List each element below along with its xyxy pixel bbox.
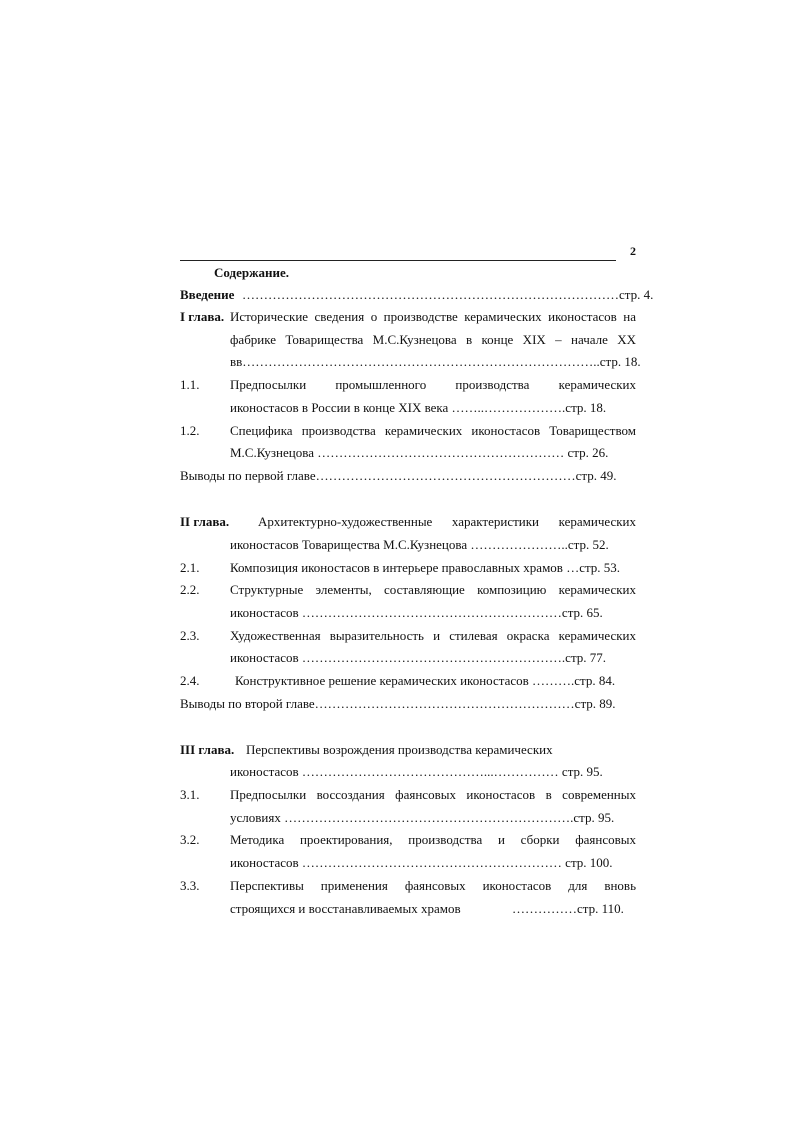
toc-section-2-3-number: 2.3. [180, 628, 200, 643]
toc-section-3-2-number: 3.2. [180, 832, 200, 847]
toc-section-3-2-line1: Методика проектирования, производства и сборки фаянсовых [230, 832, 636, 847]
toc-chapter-2-title-line1: Архитектурно-художественные характеристики керамических [258, 514, 636, 529]
toc-chapter-2-label: II глава. [180, 514, 230, 529]
toc-chapter-2-title-line2: иконостасов Товарищества М.С.Кузнецова …………………..стр. 52. [230, 537, 609, 552]
toc-section-1-1-line2: иконостасов в России в конце XIX века ……..……………….стр. 18. [230, 400, 607, 415]
toc-conclusion-2: Выводы по второй главе……………………………………………………стр. 89. [180, 696, 616, 711]
toc-section-3-1-number: 3.1. [180, 787, 200, 802]
toc-section-3-3-line1: Перспективы применения фаянсовых иконостасов для вновь [230, 878, 636, 893]
toc-chapter-1-title-line1: Исторические сведения о производстве керамических иконостасов на [230, 309, 636, 324]
toc-section-2-3-line1: Художественная выразительность и стилевая окраска керамических [230, 628, 636, 643]
toc-title: Содержание. [214, 265, 290, 280]
page-number: 2 [630, 244, 636, 258]
toc-section-2-2-number: 2.2. [180, 582, 200, 597]
toc-section-1-1-number: 1.1. [180, 377, 200, 392]
toc-section-2-4-number: 2.4. [180, 673, 200, 688]
toc-section-3-2-line2: иконостасов …………………………………………………… стр. 100. [230, 855, 613, 870]
header-rule [180, 260, 616, 261]
toc-section-3-1-line2: условиях ………………………………………………………….стр. 95. [230, 810, 615, 825]
toc-chapter-3-title-line1: Перспективы возрождения производства керамических [246, 742, 553, 757]
toc-section-2-2-line2: иконостасов ……………………………………………………стр. 65. [230, 605, 603, 620]
toc-chapter-1-label: I глава. [180, 309, 225, 324]
toc-section-2-1-line1: Композиция иконостасов в интерьере православных храмов …стр. 53. [230, 560, 621, 575]
toc-section-1-1-line1: Предпосылки промышленного производства керамических [230, 377, 636, 392]
toc-chapter-1-title-line2: фабрике Товарищества М.С.Кузнецова в конце XIX – начале XX [230, 332, 636, 347]
toc-section-2-3-line2: иконостасов …………………………………………………….стр. 77. [230, 650, 607, 665]
toc-section-2-4-line1: Конструктивное решение керамических иконостасов ……….стр. 84. [235, 673, 616, 688]
toc-chapter-3-label: III глава. [180, 742, 235, 757]
toc-intro-label: Введение [180, 287, 235, 302]
toc-intro-dots: ……………………………………………………………………………стр. 4. [242, 287, 654, 302]
toc-chapter-3-title-line2: иконостасов ……………………………………...…………… стр. 95. [230, 764, 603, 779]
toc-section-1-2-number: 1.2. [180, 423, 200, 438]
toc-section-3-1-line1: Предпосылки воссоздания фаянсовых иконостасов в современных [230, 787, 636, 802]
toc-section-1-2-line2: М.С.Кузнецова ………………………………………………… стр. 26. [230, 445, 609, 460]
toc-section-2-1-number: 2.1. [180, 560, 200, 575]
toc-section-1-2-line1: Специфика производства керамических иконостасов Товариществом [230, 423, 636, 438]
toc-section-3-3-line2: строящихся и восстанавливаемых храмов [230, 901, 461, 916]
toc-chapter-1-title-line3: вв………………………………………………………………………..стр. 18. [230, 354, 641, 369]
toc-conclusion-1: Выводы по первой главе……………………………………………………стр. 49. [180, 468, 617, 483]
toc-section-2-2-line1: Структурные элементы, составляющие композицию керамических [230, 582, 636, 597]
toc-section-3-3-number: 3.3. [180, 878, 200, 893]
toc-section-3-3-page: ……………стр. 110. [512, 901, 624, 916]
